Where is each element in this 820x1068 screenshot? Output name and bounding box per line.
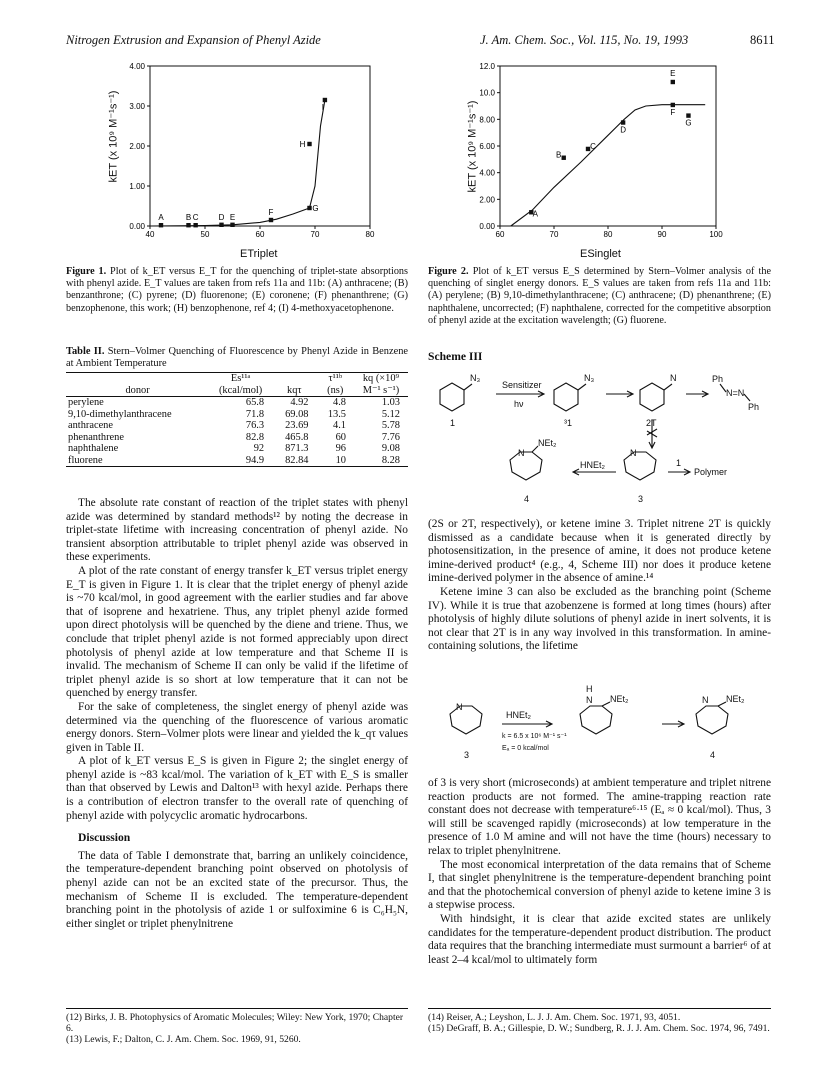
point-label: F <box>268 208 274 217</box>
table-row <box>66 455 408 467</box>
paragraph: (2S or 2T, respectively), or ketene imine 3. Triplet nitrene 2T is quickly dismissed as a candidate because when it is generated directly by photosensitization, in the presence of amine, it does not produce ketene imine-derived product⁴ (e.g., 4, Scheme III) nor does it produce ketene imine-derived polymer in the absence of amine.¹⁴ <box>428 518 771 585</box>
figure-1-ylabel: kET (x 10⁹ M⁻¹s⁻¹) <box>107 90 120 183</box>
table-cell: 71.8 <box>245 408 265 420</box>
page-number: 8611 <box>750 33 775 47</box>
figure-2-xlabel: ESinglet <box>580 248 621 260</box>
point-label: A <box>532 209 538 219</box>
label-sensitizer: Sensitizer <box>502 380 542 390</box>
table-2-col-kq: kq (×10⁹ <box>362 373 400 385</box>
figure-1-caption-label: Figure 1. <box>66 266 107 277</box>
x-tick-label: 60 <box>495 230 505 239</box>
table-cell: 4.92 <box>290 397 309 409</box>
point-label: D <box>218 212 225 222</box>
figure-2-caption-label: Figure 2. <box>428 266 469 277</box>
label-net2-a: NEt₂ <box>610 694 629 704</box>
y-tick-label: 10.0 <box>479 88 495 98</box>
x-tick-label: 50 <box>200 230 210 239</box>
y-tick-label: 4.00 <box>129 62 145 71</box>
scheme-4-diagram <box>440 684 770 772</box>
data-point <box>230 223 234 227</box>
data-point <box>562 156 566 160</box>
table-2-col-kqt: kqτ <box>272 385 316 397</box>
benzene-ring <box>554 383 578 411</box>
compound-label-31: ³1 <box>564 418 573 428</box>
paragraph: A plot of the rate constant of energy transfer k_ET versus triplet energy E_T is given in Figure 1. It is clear that the triplet energy of phenyl azide is ~70 kcal/mol, in good agreement with the earlier studies and far above that of isoprene and hexatriene. Thus, any triplet phenyl azide formed upon direct photolysis will be quenched by the diene and triene. Thus, we conclude that triplet phenyl azide is not formed appreciably upon direct photolysis of phenyl azide at low temperature and that Scheme II is invalid. The mechanism of Scheme II can only be valid if the lifetime of triplet phenyl azide is so short at low temperature that it can not be quenched by energy transfer. <box>66 564 408 700</box>
paragraph: of 3 is very short (microseconds) at ambient temperature and triplet nitrene reaction products are not formed. The amine-trapping reaction rate constant does not decrease with temperature⁶·¹⁵ (Eₐ ≈ 0 kcal/mol). Thus, 3 will still be scavenged rapidly (microseconds) at low temperature in the presence of 1.0 M amine and will not have the time (hours) necessary to relax to triplet phenylnitrene. <box>428 777 771 857</box>
fit-curve <box>150 100 325 226</box>
table-2-label: Table II. <box>66 346 105 357</box>
y-tick-label: 3.00 <box>129 102 145 111</box>
point-label: E <box>229 212 236 222</box>
figure-1-caption-text: Plot of k_ET versus E_T for the quenching of triplet-state absorptions with phenyl azide. E_T values are taken from refs 11a and 11b: (A) anthracene; (B) benzanthrone; (C) pyrene; (D) fluorenone; (E) coronene; (F) phenanthrene; (G) benzophenone, this work; (H) benzophenone, ref 4; (I) 4-methoxyacetophenone. <box>66 266 408 314</box>
azepine-ring <box>510 452 542 480</box>
data-point <box>307 142 311 146</box>
azepine-ring <box>696 706 728 734</box>
figure-1-chart <box>100 58 400 268</box>
table-row <box>66 443 408 455</box>
paragraph: The data of Table I demonstrate that, barring an unlikely coincidence, the temperature-dependent branching point observed on photolysis of phenyl azide can not be an excited state of the precursor. Thus, the mechanism of Scheme II is excluded. The temperature-dependent branching point in the photolysis of azide 1 or sulfoximine 6 is C₆H₅N, either singlet or triplet phenylnitrene <box>66 849 408 930</box>
table-cell-donor: anthracene <box>68 420 113 432</box>
compound-label-3: 3 <box>638 494 644 504</box>
figure-1-caption <box>66 266 408 315</box>
y-tick-label: 6.00 <box>479 142 495 151</box>
azepine-ring <box>580 706 612 734</box>
data-point <box>269 218 273 222</box>
point-label: C <box>590 141 596 151</box>
x-tick-label: 80 <box>603 230 613 239</box>
y-tick-label: 12.0 <box>479 62 495 71</box>
point-label: B <box>185 213 192 223</box>
paragraph: A plot of k_ET versus E_S is given in Figure 2; the singlet energy of phenyl azide is ~83 kcal/mol. The variation of k_ET with E_S is smaller than that observed by Lewis and Dalton¹³ with hexyl azide. Perhaps there is a contribution of electron transfer to the overall rate of quenching of phenyl azide with polycyclic aromatic hydrocarbons. <box>66 755 408 822</box>
benzene-ring <box>640 383 664 411</box>
x-tick-label: 40 <box>145 230 155 239</box>
x-tick-label: 70 <box>549 230 559 239</box>
table-2-col-tau: τ¹¹ᵇ <box>328 373 343 385</box>
compound-label-4: 4 <box>710 750 716 760</box>
label-hnet2: HNEt₂ <box>506 710 531 720</box>
table-cell: 13.5 <box>327 408 346 420</box>
table-2-grid <box>66 372 408 467</box>
x-tick-label: 100 <box>709 230 723 239</box>
data-point <box>307 206 311 210</box>
table-row <box>66 397 408 409</box>
fit-curve <box>511 105 705 226</box>
point-label: I <box>321 103 325 112</box>
point-label: H <box>299 140 306 149</box>
label-n: N <box>456 702 463 712</box>
data-point <box>671 80 675 84</box>
table-cell-donor: perylene <box>68 397 104 409</box>
y-tick-label: 1.00 <box>129 182 145 191</box>
y-tick-label: 0.00 <box>129 222 145 231</box>
label-n3-excited: N₃ <box>584 373 595 383</box>
running-header-journal: J. Am. Chem. Soc., Vol. 115, No. 19, 1993 <box>480 33 689 47</box>
y-tick-label: 0.00 <box>479 222 495 231</box>
label-azo: N=N <box>726 388 745 398</box>
paragraph: For the sake of completeness, the singlet energy of phenyl azide was determined via the quenching of the fluorescence of various aromatic energy donors. Stern–Volmer plots were linear and yielded the k_qτ values given in Table II. <box>66 700 408 754</box>
table-2-title: Stern–Volmer Quenching of Fluorescence by Phenyl Azide in Benzene at Ambient Temperature <box>66 346 408 370</box>
point-label: B <box>556 150 562 160</box>
compound-label-2t: 2T <box>646 418 657 428</box>
running-header-title: Nitrogen Extrusion and Expansion of Phenyl Azide <box>66 33 321 47</box>
azepine-ring <box>624 452 656 480</box>
footnote-13: (13) Lewis, F.; Dalton, C. J. Am. Chem. Soc. 1969, 91, 5260. <box>66 1034 301 1045</box>
x-tick-label: 70 <box>310 230 320 239</box>
compound-label-3: 3 <box>464 750 470 760</box>
table-row <box>66 420 408 432</box>
table-2-col-donor: donor <box>66 385 209 397</box>
paragraph: Ketene imine 3 can also be excluded as the branching point (Scheme IV). While it is true that azobenzene is formed at long times (hours) after photolysis of highly dilute solutions of phenyl azide in inert solvents, it is not clear that 2T is in any way involved in this transformation. In amine-containing solutions, the lifetime <box>428 585 771 653</box>
plot-frame <box>500 66 716 226</box>
table-2-col-tau-unit: (ns) <box>317 385 355 397</box>
label-hv: hν <box>514 399 524 409</box>
point-label: G <box>312 204 319 213</box>
label-hnet2: HNEt₂ <box>580 460 605 470</box>
footnote-14: (14) Reiser, A.; Leyshon, L. J. J. Am. Chem. Soc. 1971, 93, 4051. <box>428 1012 681 1023</box>
figure-1-xlabel: ETriplet <box>240 248 278 260</box>
table-2-col-es: Es¹¹ᵃ <box>230 373 251 385</box>
point-label: F <box>670 107 676 117</box>
compound-label-1: 1 <box>450 418 456 428</box>
label-n3: N₃ <box>470 373 481 383</box>
table-row <box>66 432 408 444</box>
table-cell: 465.8 <box>285 431 309 443</box>
table-2-col-kq-unit: M⁻¹ s⁻¹) <box>354 385 408 397</box>
table-cell: 69.08 <box>285 408 309 420</box>
table-cell: 7.76 <box>381 431 400 443</box>
table-cell: 1.03 <box>381 397 400 409</box>
x-tick-label: 60 <box>255 230 265 239</box>
table-cell: 10 <box>335 454 346 466</box>
paragraph: With hindsight, it is clear that azide excited states are unlikely candidates for the temperature-dependent product distribution. The product data requires that the branching intermediate must surmount a barrier⁶ of at least 2–4 kcal/mol to ultimately form <box>428 912 771 966</box>
label-h: H <box>586 684 593 694</box>
label-ring-n: N <box>518 448 525 458</box>
table-cell: 5.12 <box>381 408 400 420</box>
x-tick-label: 90 <box>657 230 667 239</box>
figure-2-caption <box>428 266 771 327</box>
point-label: E <box>670 69 676 78</box>
paragraph: The absolute rate constant of reaction of the triplet states with phenyl azide was determined by standard methods¹² by noting the decrease in triplet-state lifetime with increasing concentration of phenyl azide. No transient absorption attributable to triplet phenyl azide was observed in these experiments. <box>66 497 408 564</box>
figure-2-ylabel: kET (x 10⁹ M⁻¹s⁻¹) <box>466 100 479 193</box>
point-label: D <box>620 125 627 135</box>
table-cell: 65.8 <box>245 397 265 409</box>
data-point <box>323 98 327 102</box>
y-tick-label: 4.00 <box>479 168 495 178</box>
footnote-15: (15) DeGraff, B. A.; Gillespie, D. W.; Sundberg, R. J. J. Am. Chem. Soc. 1974, 96, 7491. <box>428 1023 770 1034</box>
label-ph-1: Ph <box>712 374 724 384</box>
footnotes-right <box>428 1008 771 1034</box>
figure-2-chart <box>464 58 764 268</box>
benzene-ring <box>440 383 464 411</box>
left-column-text <box>66 497 408 931</box>
label-n-3: N <box>702 695 709 705</box>
paragraph: The most economical interpretation of the data remains that of Scheme I, that singlet phenylnitrene is the temperature-dependent branching point and that the photochemical conversion of phenyl azide to ketene imine 3 is a stepwise process. <box>428 858 771 912</box>
table-cell: 5.78 <box>381 420 400 432</box>
data-point <box>219 223 223 227</box>
label-n-2: N <box>586 695 593 705</box>
data-point <box>159 223 163 227</box>
label-net2-b: NEt₂ <box>726 694 745 704</box>
right-column-text-top <box>428 518 771 654</box>
table-cell-donor: phenanthrene <box>68 431 124 443</box>
table-cell: 82.84 <box>285 454 309 466</box>
label-rate-constant: k = 6.5 x 10⁶ M⁻¹ s⁻¹ <box>502 733 567 740</box>
data-point <box>671 103 675 107</box>
table-cell: 76.3 <box>245 420 265 432</box>
label-nitrene-n: N <box>670 373 677 383</box>
table-cell: 96 <box>335 443 346 455</box>
table-cell: 9.08 <box>381 443 400 455</box>
table-cell: 23.69 <box>285 420 309 432</box>
data-point <box>621 120 625 124</box>
label-activation-energy: Eₐ = 0 kcal/mol <box>502 745 549 752</box>
y-tick-label: 8.00 <box>479 115 495 125</box>
table-cell: 60 <box>335 431 346 443</box>
table-cell-donor: naphthalene <box>68 443 119 455</box>
table-cell: 94.9 <box>245 454 265 466</box>
data-point <box>686 113 690 117</box>
y-tick-label: 2.00 <box>129 142 145 151</box>
scheme-3-title: Scheme III <box>428 350 483 363</box>
figure-2-caption-text: Plot of k_ET versus E_S determined by Stern–Volmer analysis of the quenching of singlet energy donors. E_S values are taken from refs 11a and 11b: (A) perylene; (B) 9,10-dimethylanthracene; (C) anthracene; (D) phenanthrene; (E) naphthalene, uncorrected; (F) naphthalene, corrected for the competitive absorption of phenyl azide at the excitation wavelength; (G) fluorene. <box>428 266 771 326</box>
label-net2: NEt₂ <box>538 438 557 448</box>
right-column-text-bottom <box>428 777 771 967</box>
table-cell: 4.1 <box>333 420 346 432</box>
azepine-ring <box>450 706 482 734</box>
y-tick-label: 2.00 <box>479 195 495 205</box>
point-label: G <box>685 118 692 128</box>
scheme-3-diagram <box>428 364 773 514</box>
point-label: A <box>158 213 164 223</box>
table-cell: 871.3 <box>285 443 309 455</box>
plot-frame <box>150 66 370 226</box>
table-cell-donor: fluorene <box>68 454 103 466</box>
table-cell-donor: 9,10-dimethylanthracene <box>68 408 172 420</box>
table-cell: 82.8 <box>245 431 265 443</box>
footnote-12: (12) Birks, J. B. Photophysics of Aromatic Molecules; Wiley: New York, 1970; Chapter 6. <box>66 1012 404 1034</box>
table-cell: 4.8 <box>333 397 346 409</box>
data-point <box>186 223 190 227</box>
point-label: C <box>192 213 199 223</box>
table-row <box>66 409 408 421</box>
section-heading-discussion: Discussion <box>78 831 131 845</box>
compound-label-4: 4 <box>524 494 530 504</box>
table-cell: 92 <box>253 443 265 455</box>
label-ring-n-3: N <box>630 448 637 458</box>
table-2 <box>66 346 408 467</box>
label-polymer: Polymer <box>694 467 728 477</box>
label-one: 1 <box>676 458 682 468</box>
table-cell: 8.28 <box>381 454 400 466</box>
footnotes-left <box>66 1008 408 1045</box>
data-point <box>193 223 197 227</box>
label-ph-2: Ph <box>748 402 760 412</box>
table-2-col-es-unit: (kcal/mol) <box>209 385 272 397</box>
x-tick-label: 80 <box>365 230 375 239</box>
